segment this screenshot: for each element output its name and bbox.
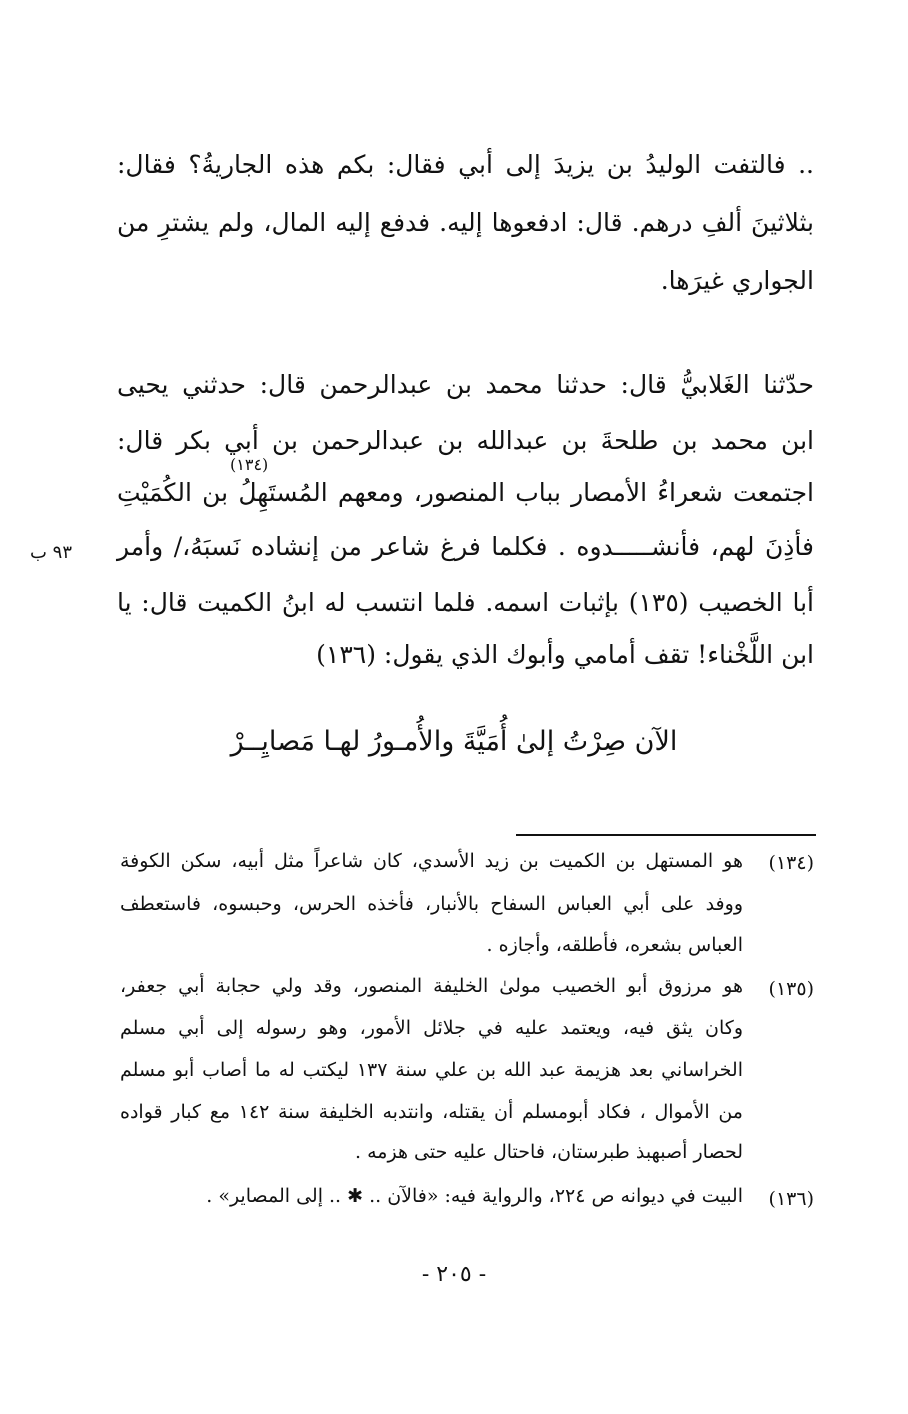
footnote-135-line-1: هو مرزوق أبو الخصيب مولىٰ الخليفة المنصور، وقد ولي حجابة أبي جعفر،: [120, 975, 743, 997]
footnote-separator: [516, 834, 816, 836]
footnote-134-line-3: العباس بشعره، فأطلقه، وأجازه .: [486, 934, 743, 956]
paragraph-1-line-3: الجواري غيرَها.: [660, 266, 814, 295]
paragraph-1-line-2: بثلاثينَ ألفِ درهم. قال: ادفعوها إليه. فدفع إليه المال، ولم يشترِ من: [117, 208, 814, 237]
paragraph-2-line-1: حدّثنا الغَلابيُّ قال: حدثنا محمد بن عبدالرحمن قال: حدثني يحيى: [117, 370, 814, 399]
page-number: - ٢٠٥ -: [421, 1262, 487, 1287]
footnote-135-line-4: من الأموال ، فكاد أبومسلم أن يقتله، وانتدبه الخليفة سنة ١٤٢ مع كبار قواده: [120, 1101, 743, 1123]
paragraph-2-line-2: ابن محمد بن طلحةَ بن عبدالله بن عبدالرحمن بن أبي بكر قال:: [117, 426, 814, 455]
manuscript-folio-note: ٩٣ ب: [30, 542, 73, 563]
footnote-135-line-3: الخراساني بعد هزيمة عبد الله بن علي سنة ١٣٧ ليكتب له ما أصاب أبو مسلم: [120, 1059, 743, 1081]
footnote-135-line-5: لحصار أصبهبذ طبرستان، فاحتال عليه حتى هزمه .: [355, 1141, 743, 1163]
poem-verse: الآن صِرْتُ إلىٰ أُمَيَّةَ والأُمـورُ لهـا مَصايِــرْ: [230, 726, 678, 757]
footnote-134-line-2: ووفد على أبي العباس السفاح بالأنبار، فأخذه الحرس، وحبسوه، فاستعطف: [120, 893, 743, 915]
footnote-ref-134: (١٣٤): [230, 455, 269, 474]
paragraph-1-line-1: .. فالتفت الوليدُ بن يزيدَ إلى أبي فقال: بكم هذه الجاريةُ؟ فقال:: [117, 150, 814, 179]
paragraph-2-line-6: ابن اللَّخْناء! تقف أمامي وأبوك الذي يقول: (١٣٦): [316, 640, 814, 669]
footnote-136-line-1: البيت في ديوانه ص ٢٢٤، والرواية فيه: «فالآن .. ✱ .. إلى المصاير» .: [206, 1185, 743, 1207]
paragraph-2-line-4: فأذِنَ لهم، فأنشـــــدوه . فكلما فرغ شاعر من إنشاده نَسبَهُ،/ وأمر: [117, 532, 814, 561]
footnote-135-line-2: وكان يثق فيه، ويعتمد عليه في جلائل الأمور، وهو رسوله إلى أبي مسلم: [120, 1017, 743, 1039]
footnote-134-line-1: هو المستهل بن الكميت بن زيد الأسدي، كان شاعراً مثل أبيه، سكن الكوفة: [120, 850, 743, 872]
footnote-number: (١٣٥): [768, 978, 814, 1000]
footnote-number: (١٣٦): [768, 1188, 814, 1210]
paragraph-2-line-5: أبا الخصيب (١٣٥) بإثبات اسمه. فلما انتسب له ابنُ الكميت قال: يا: [117, 588, 814, 617]
footnote-number: (١٣٤): [768, 852, 814, 874]
paragraph-2-line-3: اجتمعت شعراءُ الأمصار بباب المنصور، ومعهم المُستَهِلُ بن الكُمَيْتِ: [117, 478, 814, 507]
